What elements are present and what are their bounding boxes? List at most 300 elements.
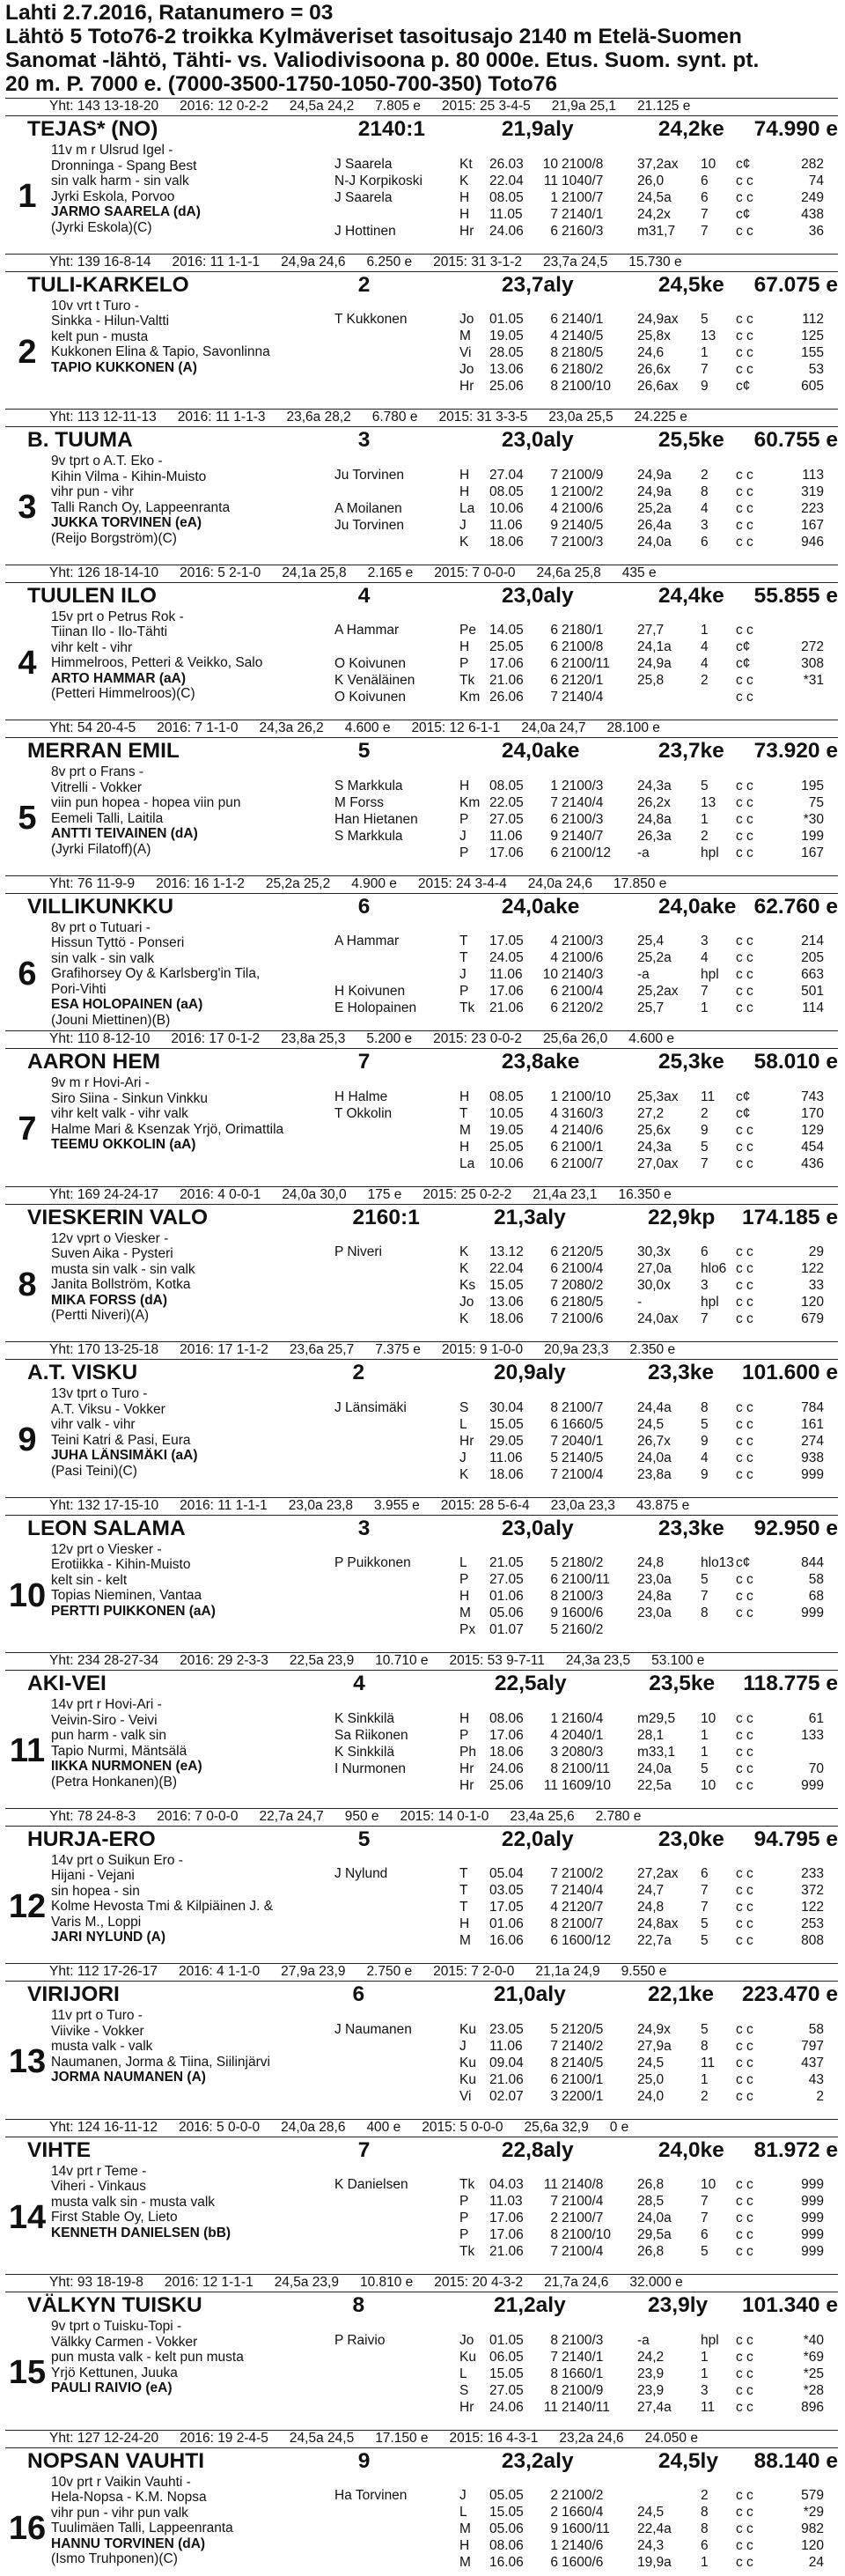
stat-m2015: 4.600 e: [628, 1031, 674, 1046]
stat-y2015: 2015: 25 0-2-2: [422, 1186, 512, 1202]
stat-m2015: 24.225 e: [634, 410, 687, 424]
start-post: 2: [550, 2211, 558, 2225]
start-post: 5: [550, 1555, 558, 1570]
start-track: S: [459, 2382, 469, 2398]
career-stats: [5, 1808, 838, 1827]
start-track: T: [459, 950, 468, 965]
stat-r2015: 25,6a 32,9: [524, 2119, 589, 2135]
start-driver: [334, 845, 459, 861]
start-track: Hr: [459, 379, 474, 394]
stat-m2016: 10.710 e: [375, 1653, 429, 1668]
start-date: 27.05: [489, 1572, 524, 1587]
start-position: 8: [352, 2293, 365, 2317]
start-row: [334, 1122, 838, 1139]
horse-info: [49, 2475, 334, 2576]
start-track: J: [459, 2488, 467, 2503]
start-track: K: [459, 534, 469, 550]
start-driver: [334, 2554, 459, 2571]
start-time: 23,9: [637, 2382, 665, 2398]
start-post: 8: [550, 1760, 558, 1776]
start-odds: 663: [801, 967, 824, 982]
start-placing: 2: [701, 2488, 709, 2503]
info-line: Naumanen, Jorma & Tiina, Siilinjärvi: [51, 2054, 270, 2070]
stat-y2015: 2015: 5 0-0-0: [422, 2119, 503, 2135]
horse-entry: [5, 1652, 838, 1808]
start-distance: 2200/1: [562, 2088, 604, 2104]
stat-total: Yht: 170 13-25-18: [49, 1342, 159, 1357]
info-line: sin valk - sin valk: [51, 950, 155, 966]
start-track: K: [459, 1466, 469, 1482]
start-distance: 2180/5: [562, 345, 604, 360]
start-driver: K Sinkkilä: [334, 1744, 395, 1760]
start-placing: 1: [701, 2349, 709, 2365]
start-distance: 2100/7: [562, 1155, 604, 1171]
horse-name: NOPSAN VAUHTI: [27, 2448, 205, 2473]
stat-y2016: 2016: 29 2-3-3: [180, 1653, 268, 1668]
start-date: 24.06: [489, 2399, 524, 2415]
start-odds: 999: [801, 2177, 824, 2192]
career-earnings: 101.600 e: [742, 1361, 838, 1384]
start-row: [334, 2055, 838, 2071]
start-time: 25,3ax: [637, 1089, 679, 1104]
start-odds: 999: [801, 2211, 824, 2225]
start-row: [334, 2088, 838, 2105]
start-placing: 2: [701, 673, 709, 688]
start-track: H: [459, 1589, 470, 1604]
start-shoes: c c: [736, 517, 753, 533]
start-post: 7: [550, 206, 558, 222]
horse-title-row: [5, 1049, 838, 1075]
start-driver: [334, 2399, 459, 2416]
horse-title-row: [5, 2137, 838, 2164]
start-driver: [334, 2382, 459, 2399]
stat-r2015: 24,3a 23,5: [565, 1653, 631, 1668]
start-track: T: [459, 1866, 468, 1881]
info-line: vihr pun - vihr pun valk: [51, 2505, 188, 2521]
start-time: 25,2a: [637, 500, 672, 516]
horse-name: LEON SALAMA: [27, 1516, 186, 1540]
start-post: 6: [550, 1139, 558, 1155]
stat-y2015: 2015: 25 3-4-5: [441, 99, 531, 114]
start-driver: A Hammar: [334, 934, 400, 948]
stat-m2016: 2.750 e: [366, 1964, 413, 1979]
stat-r2016: 23,6a 28,2: [286, 410, 351, 424]
start-track: La: [459, 1155, 475, 1171]
start-driver: [334, 1433, 459, 1450]
start-post: 6: [550, 312, 558, 327]
start-row: [334, 2537, 838, 2554]
start-distance: 2100/3: [562, 811, 604, 827]
career-stats: [5, 1186, 838, 1205]
start-date: 16.06: [489, 2555, 524, 2570]
info-line: Kolme Hevosta Tmi & Kilpiäinen J. &: [51, 1899, 274, 1914]
start-shoes: c¢: [736, 639, 751, 654]
start-post: 3: [550, 1744, 558, 1760]
start-distance: 2140/1: [562, 206, 604, 222]
start-distance: 2080/2: [562, 1278, 604, 1293]
start-placing: 6: [701, 2227, 709, 2242]
start-row: [334, 2332, 838, 2349]
start-distance: 2100/7: [562, 189, 604, 205]
start-date: 16.06: [489, 1933, 524, 1948]
start-date: 10.06: [489, 1155, 524, 1171]
record-mark-alt: 23,3ke: [658, 1516, 724, 1540]
info-line: 9v tprt o A.T. Eko -: [51, 454, 163, 469]
recent-starts: [334, 920, 838, 1030]
driver-name: IIKKA NURMONEN (eA): [51, 1759, 202, 1774]
start-track: J: [459, 517, 467, 533]
start-shoes: c c: [736, 467, 753, 483]
start-date: 17.06: [489, 656, 524, 671]
start-post: 6: [550, 1295, 558, 1310]
start-row: [334, 1139, 838, 1155]
stat-y2015: 2015: 31 3-3-5: [438, 410, 528, 424]
horse-name: TUULEN ILO: [27, 583, 157, 608]
start-driver: [334, 2226, 459, 2243]
stat-m2015: 17.850 e: [614, 875, 667, 891]
start-date: 18.06: [489, 534, 524, 550]
start-odds: 68: [808, 1589, 824, 1604]
start-post: 1: [550, 2538, 558, 2553]
trainer-name: (Petteri Himmelroos)(C): [51, 686, 195, 701]
info-line: Tiinan Ilo - Ilo-Tähti: [51, 624, 168, 639]
record-mark: 21,3aly: [493, 1205, 566, 1229]
start-placing: 5: [701, 778, 709, 793]
horse-entry: [5, 1341, 838, 1497]
horse-details: [5, 609, 838, 719]
start-driver: J Länsimäki: [334, 1399, 407, 1415]
record-mark-alt: 23,0ke: [658, 1827, 724, 1851]
start-post: 7: [550, 1433, 558, 1449]
start-track: Km: [459, 794, 481, 810]
start-time: 27,0ax: [637, 1155, 679, 1171]
start-track: Vi: [459, 345, 472, 360]
start-placing: 3: [701, 934, 709, 948]
start-position: 4: [353, 1672, 365, 1695]
start-track: H: [459, 467, 470, 483]
start-distance: 2100/1: [562, 1139, 604, 1155]
start-odds: 70: [808, 1760, 824, 1776]
program-number: 9: [18, 1421, 37, 1459]
race-description-line-3: 20 m. P. 7000 e. (7000-3500-1750-1050-700-350) Toto76: [5, 72, 557, 96]
start-placing: 5: [701, 2021, 709, 2037]
start-date: 11.06: [489, 517, 523, 533]
recent-starts: [334, 2164, 838, 2273]
horse-name: VIHTE: [27, 2137, 92, 2162]
start-track: Hr: [459, 1777, 474, 1793]
record-mark: 23,8ake: [501, 1050, 580, 1074]
start-date: 06.05: [489, 2349, 524, 2365]
start-date: 11.03: [489, 2194, 523, 2209]
start-row: [334, 1882, 838, 1899]
start-date: 08.06: [489, 2538, 524, 2553]
start-odds: 605: [801, 379, 824, 394]
start-driver: Sa Riikonen: [334, 1727, 408, 1743]
info-line: Veivin-Siro - Veivi: [51, 1712, 158, 1728]
start-post: 6: [550, 1244, 558, 1259]
record-mark: 23,0aly: [501, 428, 574, 452]
stat-y2016: 2016: 17 0-1-2: [171, 1031, 261, 1046]
start-time: 26,0: [637, 173, 665, 188]
start-placing: 8: [701, 1605, 709, 1620]
start-row: [334, 689, 838, 705]
info-line: 12v vprt o Viesker -: [51, 1230, 169, 1246]
start-post: 1: [550, 1089, 558, 1104]
start-odds: 999: [801, 2227, 824, 2242]
start-driver: M Forss: [334, 794, 384, 810]
start-track: H: [459, 206, 470, 222]
start-position: 6: [352, 1982, 365, 2006]
start-shoes: c c: [736, 1900, 753, 1915]
start-driver: [334, 1277, 459, 1294]
start-time: 26,7x: [637, 1433, 671, 1449]
start-track: P: [459, 984, 469, 999]
start-odds: 120: [801, 2538, 824, 2553]
start-placing: 7: [701, 1311, 709, 1326]
stat-r2015: 23,4a 25,6: [510, 1808, 575, 1824]
start-row: [334, 949, 838, 966]
start-post: 6: [550, 1572, 558, 1587]
start-time: 24,3a: [637, 778, 672, 793]
start-driver: S Markkula: [334, 828, 403, 844]
stat-y2016: 2016: 12 1-1-1: [164, 2275, 254, 2290]
start-date: 14.05: [489, 623, 524, 638]
start-odds: 58: [808, 2021, 824, 2037]
start-placing: hpl: [701, 967, 719, 982]
horse-details: [5, 2008, 838, 2117]
horse-title-row: [5, 738, 838, 764]
start-placing: 5: [701, 1933, 709, 1948]
start-track: Jo: [459, 312, 474, 327]
start-placing: 1: [701, 2366, 709, 2381]
info-line: Himmelroos, Petteri & Veikko, Salo: [51, 655, 263, 670]
start-distance: 2140/6: [562, 1122, 604, 1138]
stat-m2015: 24.050 e: [644, 2430, 698, 2446]
start-driver: [334, 1466, 459, 1483]
start-shoes: c c: [736, 534, 753, 550]
start-driver: [334, 328, 459, 344]
start-post: 8: [550, 2227, 558, 2242]
start-placing: hpl: [701, 2332, 719, 2348]
horse-details: [5, 1542, 838, 1651]
start-date: 13.12: [489, 1244, 524, 1259]
stat-y2016: 2016: 11 1-1-1: [180, 1497, 268, 1513]
stat-m2015: 9.550 e: [621, 1964, 667, 1979]
start-driver: Ha Torvinen: [334, 2488, 408, 2503]
start-track: T: [459, 1900, 468, 1915]
horse-entry: [5, 1030, 838, 1186]
start-time: 27,7: [637, 623, 665, 638]
start-odds: 223: [801, 500, 824, 516]
trainer-name: (Ismo Truhponen)(C): [51, 2551, 178, 2566]
start-row: [334, 1105, 838, 1122]
start-placing: 11: [701, 2399, 716, 2415]
start-time: -a: [637, 2332, 650, 2348]
stat-r2015: 25,6a 26,0: [542, 1031, 608, 1046]
info-line: 11v m r Ulsrud Igel -: [51, 143, 173, 158]
start-row: [334, 2487, 838, 2504]
start-distance: 1660/1: [562, 2366, 604, 2381]
start-post: 9: [550, 517, 558, 533]
stat-m2016: 6.780 e: [371, 410, 418, 424]
start-track: H: [459, 778, 470, 793]
start-shoes: c c: [736, 173, 753, 188]
stat-y2016: 2016: 4 0-0-1: [180, 1186, 261, 1202]
start-placing: 6: [701, 189, 709, 205]
info-line: Topias Nieminen, Vantaa: [51, 1588, 202, 1603]
start-driver: [334, 2537, 459, 2554]
horse-name: AARON HEM: [27, 1050, 161, 1074]
record-mark-alt: 23,3ke: [648, 1361, 714, 1384]
start-track: K: [459, 173, 469, 188]
start-track: T: [459, 1105, 468, 1121]
start-distance: 2100/3: [562, 934, 604, 948]
info-line: vihr pun - vihr: [51, 484, 134, 499]
info-line: Jyrki Eskola, Porvoo: [51, 188, 175, 204]
start-post: 8: [550, 2382, 558, 2398]
start-driver: [334, 1571, 459, 1588]
career-earnings: 118.775 e: [743, 1672, 838, 1695]
start-date: 24.06: [489, 1760, 524, 1776]
start-distance: 2100/9: [562, 467, 604, 483]
start-date: 17.05: [489, 934, 524, 948]
start-driver: J Saarela: [334, 189, 393, 205]
info-line: 11v prt o Turo -: [51, 2008, 143, 2023]
start-time: 28,1: [637, 1727, 665, 1743]
start-track: L: [459, 2366, 467, 2381]
start-time: 25,2a: [637, 950, 672, 965]
start-post: 4: [550, 1727, 558, 1743]
start-date: 23.05: [489, 2021, 524, 2037]
info-line: 14v prt o Suikun Ero -: [51, 1852, 183, 1868]
start-odds: 308: [801, 656, 824, 671]
start-driver: [334, 534, 459, 550]
start-time: 24,0a: [637, 1450, 672, 1465]
start-placing: 5: [701, 1416, 709, 1432]
start-distance: 2140/5: [562, 1450, 604, 1465]
start-shoes: c c: [736, 2488, 753, 2503]
start-date: 08.06: [489, 1710, 524, 1726]
start-date: 29.05: [489, 1433, 524, 1449]
start-time: 30,3x: [637, 1244, 671, 1259]
start-distance: 2140/3: [562, 967, 604, 982]
career-stats: [5, 1341, 838, 1360]
start-row: [334, 2554, 838, 2571]
start-track: P: [459, 2194, 469, 2209]
start-row: [334, 1000, 838, 1016]
start-shoes: c c: [736, 2177, 753, 2192]
info-line: musta sin valk - sin valk: [51, 1261, 195, 1277]
driver-name: ESA HOLOPAINEN (aA): [51, 997, 203, 1012]
start-row: [334, 328, 838, 344]
start-odds: 170: [801, 1105, 824, 1121]
start-row: [334, 1294, 838, 1310]
stat-total: Yht: 112 17-26-17: [49, 1964, 158, 1979]
start-distance: 2040/1: [562, 1727, 604, 1743]
start-driver: Ju Torvinen: [334, 517, 404, 533]
start-driver: [334, 1915, 459, 1932]
info-line: A.T. Viksu - Vokker: [51, 1401, 165, 1417]
start-driver: [334, 1899, 459, 1915]
info-line: Siro Siina - Sinkun Vinkku: [51, 1090, 209, 1106]
start-time: 25,2ax: [637, 984, 679, 999]
info-line: musta valk sin - musta valk: [51, 2194, 216, 2210]
info-line: Viheri - Vinkaus: [51, 2179, 146, 2194]
start-post: 6: [550, 984, 558, 999]
start-distance: 1600/6: [562, 1605, 604, 1620]
start-post: 7: [550, 1866, 558, 1881]
start-placing: 5: [701, 1916, 709, 1931]
start-distance: 2140/8: [562, 2177, 604, 2192]
start-distance: 1040/7: [562, 173, 604, 188]
record-mark-alt: 24,5ly: [658, 2448, 718, 2473]
start-placing: 6: [701, 173, 709, 188]
start-date: 08.05: [489, 1089, 524, 1104]
stat-y2016: 2016: 19 2-4-5: [180, 2430, 268, 2446]
start-date: 11.05: [489, 206, 523, 222]
start-track: J: [459, 2038, 467, 2054]
stat-r2015: 21,9a 25,1: [551, 99, 616, 114]
horse-title-row: [5, 1205, 838, 1231]
start-time: 24,9a: [637, 656, 672, 671]
start-track: H: [459, 1139, 470, 1155]
race-description-line-1: Lähtö 5 Toto76-2 troikka Kylmäveriset tasoitusajo 2140 m Etelä-Suomen: [5, 25, 742, 48]
start-placing: 9: [701, 1433, 709, 1449]
start-driver: [334, 344, 459, 361]
record-mark: 24,0ake: [501, 739, 580, 763]
program-number: 3: [18, 489, 37, 527]
stat-total: Yht: 127 12-24-20: [49, 2430, 159, 2446]
start-driver: [334, 2504, 459, 2521]
start-post: 7: [550, 1466, 558, 1482]
start-track: Jo: [459, 1295, 474, 1310]
start-row: [334, 1744, 838, 1760]
record-mark-alt: 23,7ke: [658, 739, 724, 763]
start-driver: [334, 2193, 459, 2210]
start-row: [334, 966, 838, 983]
record-mark: 23,7aly: [501, 272, 574, 297]
info-line: 9v tprt o Tuisku-Topi -: [51, 2319, 182, 2334]
start-driver: [334, 1777, 459, 1794]
start-odds: *28: [803, 2382, 824, 2398]
stat-m2015: 43.875 e: [636, 1497, 690, 1513]
start-date: 25.06: [489, 379, 524, 394]
start-time: 26,2x: [637, 794, 671, 810]
recent-starts: [334, 454, 838, 563]
start-shoes: c¢: [736, 1089, 751, 1104]
start-date: 13.06: [489, 1295, 524, 1310]
career-earnings: 74.990 e: [753, 117, 838, 141]
start-distance: 2100/12: [562, 845, 612, 860]
start-shoes: c c: [736, 950, 753, 965]
horse-name: TEJAS* (NO): [27, 117, 158, 141]
start-time: 24,4a: [637, 1399, 672, 1415]
horse-name: A.T. VISKU: [27, 1361, 138, 1384]
record-mark-alt: 25,3ke: [658, 1050, 724, 1074]
start-odds: 999: [801, 1777, 824, 1793]
start-distance: 2120/5: [562, 2021, 604, 2037]
start-row: [334, 1277, 838, 1294]
start-date: 25.05: [489, 639, 524, 654]
start-distance: 2160/3: [562, 223, 604, 239]
start-track: T: [459, 934, 468, 948]
start-post: 6: [550, 223, 558, 239]
start-track: S: [459, 1399, 469, 1415]
start-time: -: [637, 1295, 643, 1310]
start-time: 22,4a: [637, 2521, 672, 2536]
start-position: 5: [357, 1827, 371, 1851]
start-shoes: c c: [736, 483, 753, 499]
